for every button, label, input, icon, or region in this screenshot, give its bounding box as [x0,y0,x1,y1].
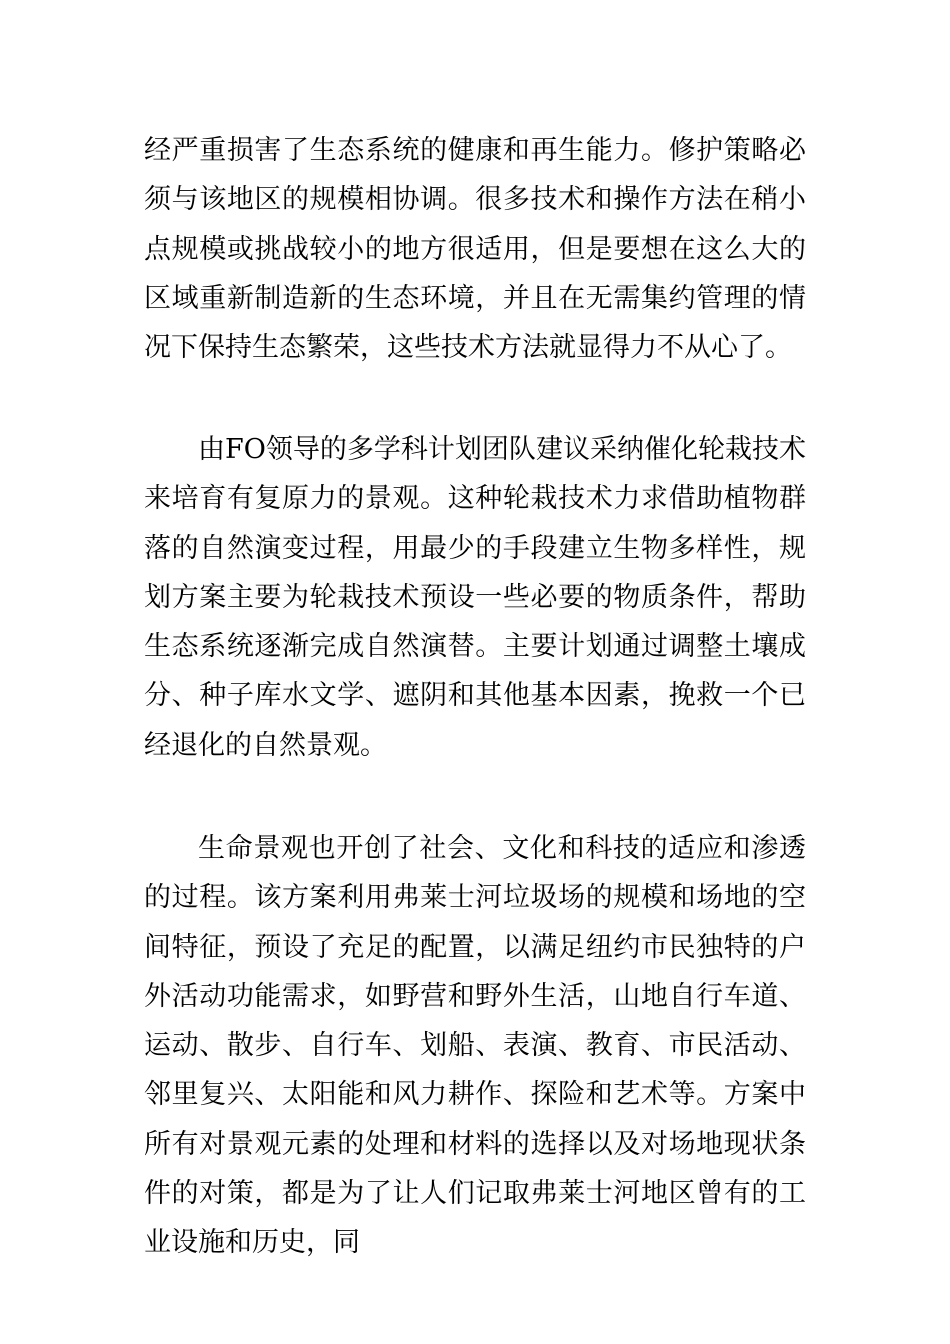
paragraph-continuation: 经严重损害了生态系统的健康和再生能力。修护策略必须与该地区的规模相协调。很多技术和操作方法在稍小点规模或挑战较小的地方很适用，但是要想在这么大的区域重新制造新的生态环境，并且在无需集约管理的情况下保持生态繁荣，这些技术方法就显得力不从心了。 [144,135,806,364]
paragraph-catalytic-rotation: 由FO领导的多学科计划团队建议采纳催化轮栽技术来培育有复原力的景观。这种轮栽技术力求借助植物群落的自然演变过程，用最少的手段建立生物多样性，规划方案主要为轮栽技术预设一些必要的物质条件，帮助生态系统逐渐完成自然演替。主要计划通过调整土壤成分、种子库水文学、遮阴和其他基本因素，挽救一个已经退化的自然景观。 [144,434,806,761]
paragraph-lifescape: 生命景观也开创了社会、文化和科技的适应和渗透的过程。该方案利用弗莱士河垃圾场的规模和场地的空间特征，预设了充足的配置，以满足纽约市民独特的户外活动功能需求，如野营和野外生活，山地自行车道、运动、散步、自行车、划船、表演、教育、市民活动、邻里复兴、太阳能和风力耕作、探险和艺术等。方案中所有对景观元素的处理和材料的选择以及对场地现状条件的对策，都是为了让人们记取弗莱士河地区曾有的工业设施和历史，同 [144,833,806,1259]
